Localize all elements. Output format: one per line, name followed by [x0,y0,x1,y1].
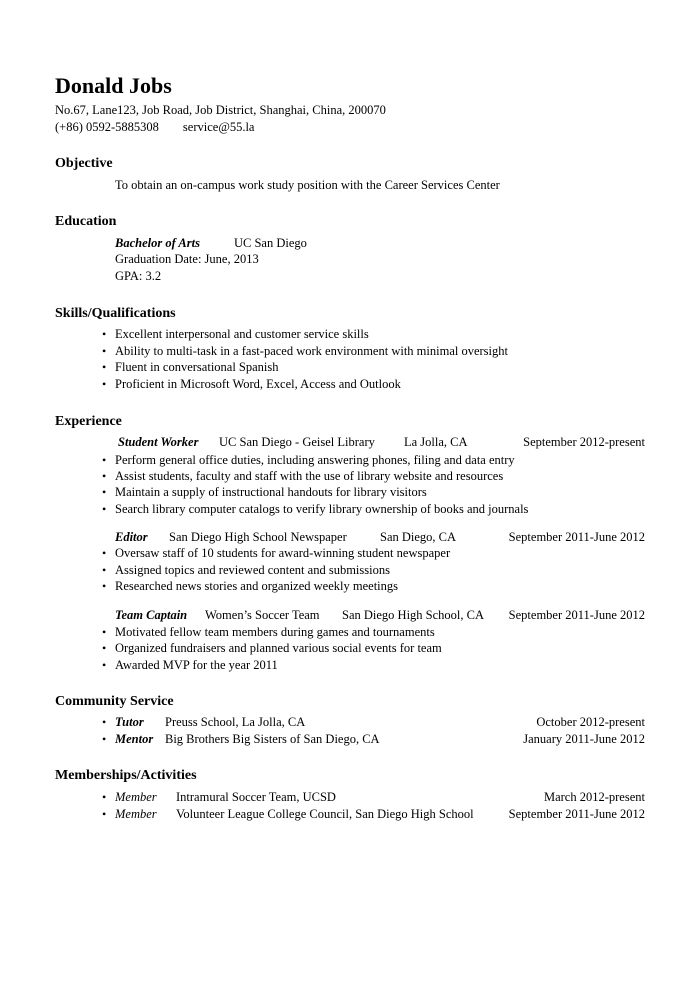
list-item: • Motivated fellow team members during games and tournaments [104,624,435,641]
list-item: • Maintain a supply of instructional handouts for library visitors [104,484,427,501]
memberships-heading: Memberships/Activities [55,768,197,783]
list-item [104,789,157,806]
list-item: • Fluent in conversational Spanish [104,359,279,376]
phone-number: (+86) 0592-5885308 [55,120,159,134]
membership-org: Intramural Soccer Team, UCSD [176,790,336,804]
job-org: UC San Diego - Geisel Library [219,435,375,449]
community-role: Mentor [115,732,154,746]
list-item: • Ability to multi-task in a fast-paced work environment with minimal oversight [104,343,508,360]
community-org: Big Brothers Big Sisters of San Diego, CA [165,732,380,746]
membership-role: Member [115,807,157,821]
list-item: • Oversaw staff of 10 students for award-winning student newspaper [104,545,450,562]
membership-dates: September 2011-June 2012 [508,807,645,821]
list-item: • Assist students, faculty and staff with the use of library website and resources [104,468,503,485]
contact-line [55,119,254,136]
list-item: • Proficient in Microsoft Word, Excel, Access and Outlook [104,376,401,393]
list-item [104,731,153,748]
membership-org: Volunteer League College Council, San Diego High School [176,807,474,821]
list-item: • Organized fundraisers and planned various social events for team [104,640,442,657]
objective-heading: Objective [55,156,113,171]
email-address: service@55.la [182,120,255,134]
membership-role: Member [115,790,157,804]
community-org: Preuss School, La Jolla, CA [165,715,306,729]
list-item: • Awarded MVP for the year 2011 [104,657,278,674]
degree-name: Bachelor of Arts [115,236,200,250]
community-heading: Community Service [55,694,174,709]
candidate-name: Donald Jobs [55,73,172,98]
job-org: San Diego High School Newspaper [169,530,347,544]
job-title: Student Worker [118,435,199,449]
list-item: • Excellent interpersonal and customer service skills [104,326,369,343]
job-location: San Diego High School, CA [342,608,485,622]
job-dates: September 2011-June 2012 [508,530,645,544]
community-dates: January 2011-June 2012 [523,732,645,746]
community-role: Tutor [115,715,144,729]
job-org: Women’s Soccer Team [205,608,320,622]
address-line: No.67, Lane123, Job Road, Job District, Shanghai, China, 200070 [55,103,386,117]
school-name: UC San Diego [233,236,307,250]
gpa: GPA: 3.2 [115,269,162,283]
list-item: • Assigned topics and reviewed content and submissions [104,562,390,579]
list-item [104,714,144,731]
job-dates: September 2012-present [523,435,645,449]
community-dates: October 2012-present [536,715,645,729]
job-title: Team Captain [115,608,188,622]
list-item: • Perform general office duties, including answering phones, filing and data entry [104,452,515,469]
skills-heading: Skills/Qualifications [55,306,176,321]
experience-heading: Experience [55,414,122,429]
list-item: • Researched news stories and organized weekly meetings [104,578,398,595]
job-location: San Diego, CA [380,530,457,544]
list-item [104,806,157,823]
education-heading: Education [55,214,117,229]
education-degree-line [115,235,307,252]
job-title: Editor [115,530,148,544]
graduation-date: Graduation Date: June, 2013 [115,252,259,266]
objective-text: To obtain an on-campus work study position with the Career Services Center [115,178,500,192]
job-location: La Jolla, CA [404,435,468,449]
membership-dates: March 2012-present [543,790,645,804]
job-dates: September 2011-June 2012 [508,608,645,622]
list-item: • Search library computer catalogs to verify library ownership of books and journals [104,501,528,518]
